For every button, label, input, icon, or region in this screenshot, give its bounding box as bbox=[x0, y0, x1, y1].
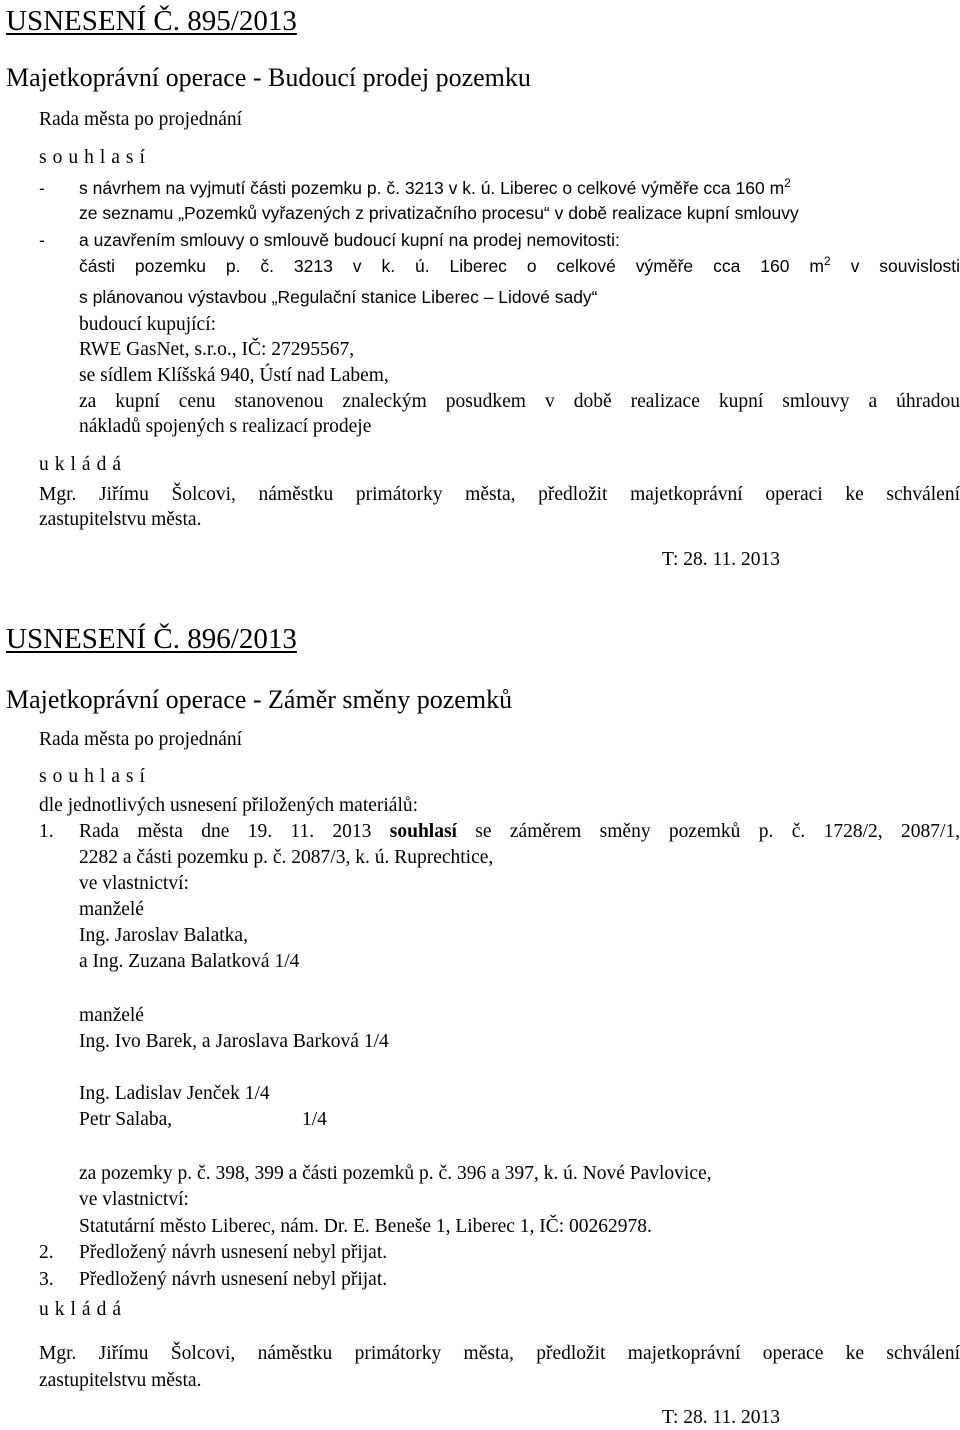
ownership-label: ve vlastnictví: bbox=[79, 1189, 189, 1210]
mgr-line1: Mgr. Jiřímu Šolcovi, náměstku primátorky města, předložit majetkoprávní operaci ke schválení bbox=[39, 484, 960, 505]
deadline: T: 28. 11. 2013 bbox=[662, 1407, 781, 1428]
owner-name: Ing. Ivo Barek, a Jaroslava Barková 1/4 bbox=[79, 1031, 389, 1052]
owner-name: a Ing. Zuzana Balatková 1/4 bbox=[79, 951, 300, 972]
owner-spouses: manželé bbox=[79, 899, 144, 920]
point1-line1: Rada města dne 19. 11. 2013 souhlasí se záměrem směny pozemků p. č. 1728/2, 2087/1, bbox=[79, 821, 960, 842]
item2-line7: za kupní cenu stanovenou znaleckým posudkem v době realizace kupní smlouvy a úhradou bbox=[79, 391, 960, 412]
rada-line: Rada města po projednání bbox=[39, 729, 243, 750]
resolution-subtitle-896: Majetkoprávní operace - Záměr směny pozemků bbox=[6, 685, 513, 714]
owner-spouses: manželé bbox=[79, 1005, 144, 1026]
uklada-label: ukládá bbox=[39, 454, 127, 475]
owner-name: Petr Salaba, bbox=[79, 1109, 173, 1130]
bullet-dash: - bbox=[39, 230, 45, 250]
souhlasi-label: souhlasí bbox=[39, 147, 151, 168]
owner-name: Ing. Ladislav Jenček 1/4 bbox=[79, 1083, 270, 1104]
item-number: 1. bbox=[39, 821, 54, 842]
item2-line2: části pozemku p. č. 3213 v k. ú. Liberec o celkové výměře cca 160 $m^2$ v souvislosti bbox=[79, 254, 960, 276]
item2-line8: nákladů spojených s realizací prodeje bbox=[79, 416, 372, 437]
resolution-title-896: USNESENÍ Č. 896/2013 bbox=[6, 623, 297, 655]
souhlasi-label: souhlasí bbox=[39, 766, 151, 787]
deadline: T: 28. 11. 2013 bbox=[662, 549, 781, 570]
intro-line: dle jednotlivých usnesení přiložených materiálů: bbox=[39, 795, 419, 816]
uklada-label: ukládá bbox=[39, 1299, 127, 1320]
mgr-line2: zastupitelstvu města. bbox=[39, 509, 202, 530]
point1-parcels: za pozemky p. č. 398, 399 a části pozemků p. č. 396 a 397, k. ú. Nové Pavlovice, bbox=[79, 1163, 712, 1184]
rada-line: Rada města po projednání bbox=[39, 109, 243, 130]
point1-line2: 2282 a části pozemku p. č. 2087/3, k. ú. Ruprechtice, bbox=[79, 847, 494, 868]
item-number: 3. bbox=[39, 1269, 54, 1290]
point3: Předložený návrh usnesení nebyl přijat. bbox=[79, 1269, 388, 1290]
item-number: 2. bbox=[39, 1242, 54, 1263]
item2-line4: budoucí kupující: bbox=[79, 314, 217, 335]
resolution-subtitle-895: Majetkoprávní operace - Budoucí prodej pozemku bbox=[6, 63, 531, 92]
owner-share: 1/4 bbox=[302, 1109, 327, 1130]
item2-line3: s plánovanou výstavbou „Regulační stanice Liberec – Lidové sady“ bbox=[79, 287, 598, 307]
resolution-title-895: USNESENÍ Č. 895/2013 bbox=[6, 5, 297, 37]
owner-city: Statutární město Liberec, nám. Dr. E. Beneše 1, Liberec 1, IČ: 00262978. bbox=[79, 1216, 652, 1237]
item2-line1: a uzavřením smlouvy o smlouvě budoucí kupní na prodej nemovitosti: bbox=[79, 230, 620, 250]
item1-line1: s návrhem na vyjmutí části pozemku p. č. 3213 v k. ú. Liberec o celkové výměře cca 160 $m^2$ bbox=[79, 176, 791, 198]
bullet-dash: - bbox=[39, 178, 45, 198]
mgr-line2: zastupitelstvu města. bbox=[39, 1370, 202, 1391]
point2: Předložený návrh usnesení nebyl přijat. bbox=[79, 1242, 388, 1263]
item1-line2: ze seznamu „Pozemků vyřazených z privatizačního procesu“ v době realizace kupní smlouvy bbox=[79, 203, 799, 223]
ownership-label: ve vlastnictví: bbox=[79, 873, 189, 894]
buyer-address: se sídlem Klíšská 940, Ústí nad Labem, bbox=[79, 365, 389, 386]
buyer-name: RWE GasNet, s.r.o., IČ: 27295567, bbox=[79, 339, 355, 360]
mgr-line1: Mgr. Jiřímu Šolcovi, náměstku primátorky města, předložit majetkoprávní operace ke schválení bbox=[39, 1343, 960, 1364]
owner-name: Ing. Jaroslav Balatka, bbox=[79, 925, 248, 946]
